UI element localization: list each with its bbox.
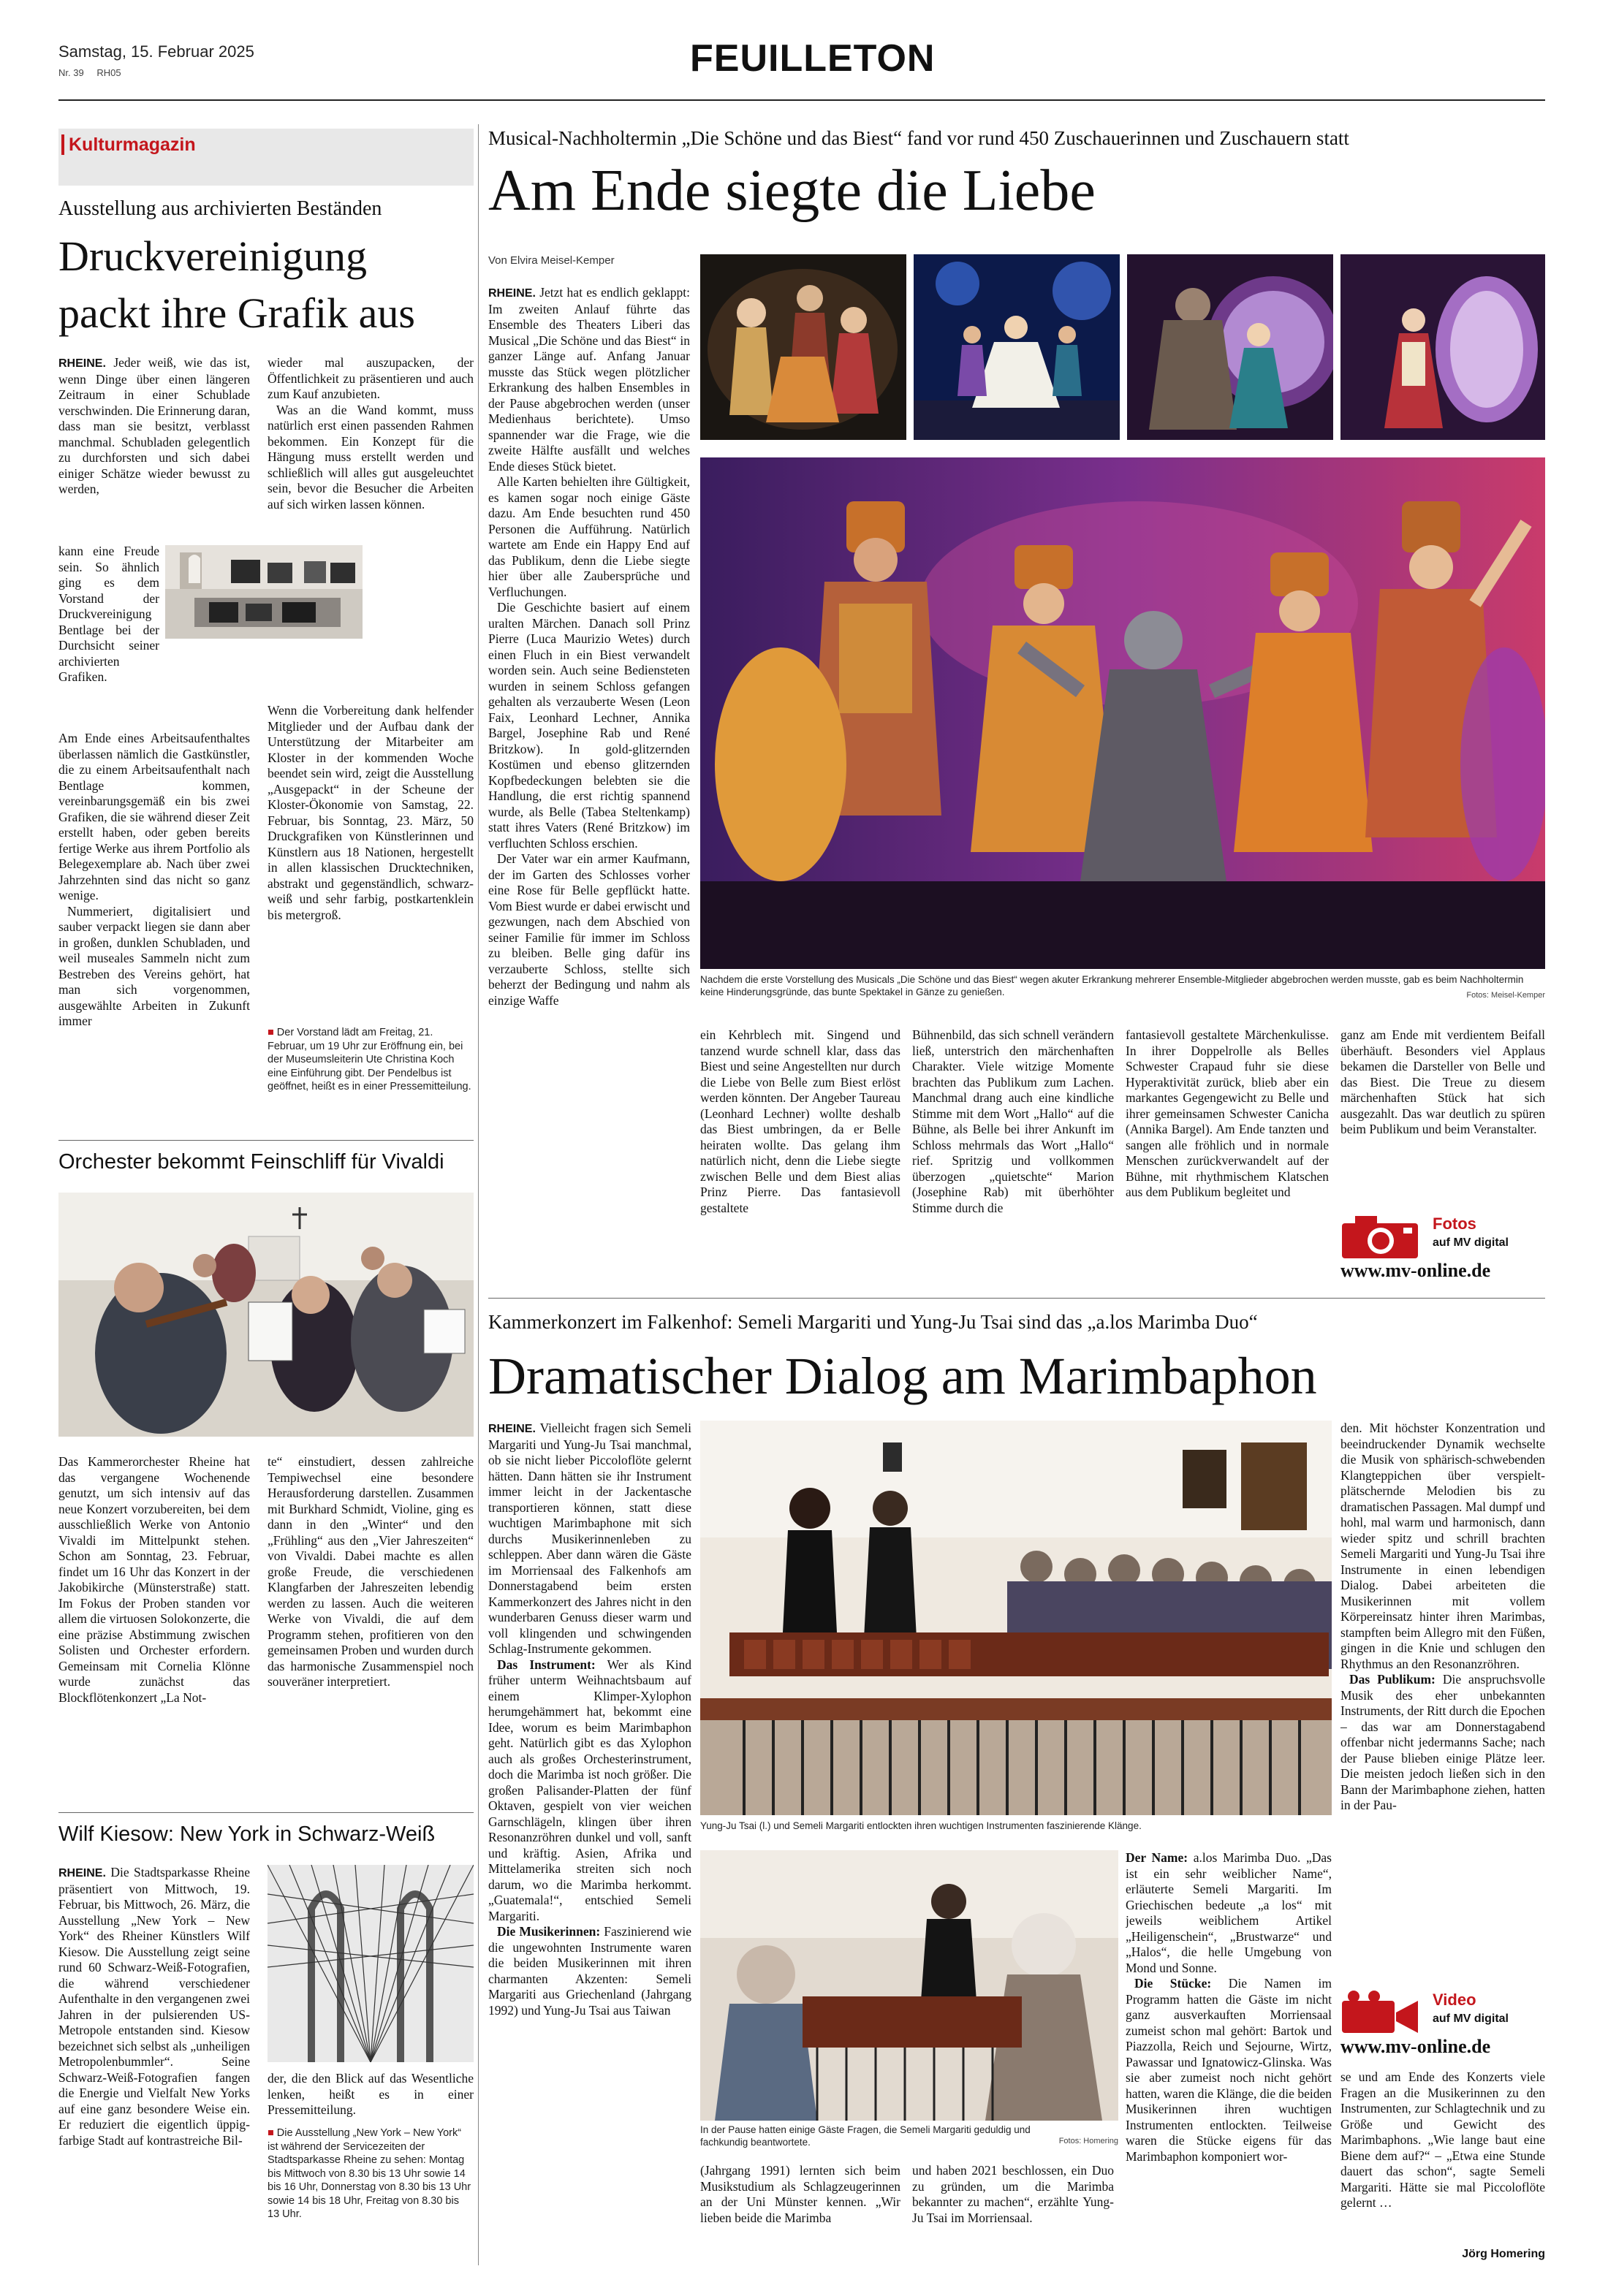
kiesow-note: ■ Die Ausstellung „New York – New York“ ist während der Servicezeiten der Stadtsparkasse Rheine zu sehen: Montag bis Mittwoch von 8.30 bis 13 Uhr sowie 14 bis 16 Uhr, Donnerstag von 8.30 bis 13 Uhr sowie 14 bis 18 Uhr, Freitag von 8.30 bis 13 Uhr. [268, 2127, 471, 2220]
sidebar-rule-2 [58, 1812, 474, 1813]
druck-note: ■ Der Vorstand lädt am Freitag, 21. Februar, um 19 Uhr zur Eröffnung ein, bei der Museumsleiterin Ute Christina Koch eine Einführung gibt. Der Pendelbus ist geöffnet, heißt es in einer Pressemitteilung. [268, 1027, 471, 1092]
musical-col1 [488, 285, 690, 1286]
masthead-issue [58, 67, 121, 78]
marimba-text-col5b: Die anspruchsvolle Musik des eher unbekannten Instruments, der Ritt durch die Epochen – das war am Donnerstagabend offenbar nicht jedermanns Sache; nach der Pause blieben einige Plätze leer. Die meisten jedoch ließen sich in den Bann der Marimbaphone ziehen, hatten in der Pau- [1340, 1672, 1545, 1812]
druck-col1-top [58, 355, 250, 544]
musical-text-c: Die Geschichte basiert auf einem uralten Märchen. Danach soll Prinz Pierre (Luca Maurizio Wetes) durch einen Fluch in ein Biest verwandelt worden sein. Auch seine Bediensteten wurden in seinem Schloss gefangen gehalten als verzauberte Wesen (Leon Faix, Leonhard Lechner, Annika Bargel, Josephine Rab und René Britzkow). In gold-glitzernden Kostümen und ebenso glitzernden Kopfbedeckungen belebten sie die Handlung, die erst richtig spannend wurde, als Belle (Tabea Steltenkamp) statt ihres Vaters (René Britzkow) im verfluchten Schloss erschien. [488, 600, 690, 851]
druck-col2-a: wieder mal auszupacken, der Öffentlichkeit zu präsentieren und auch zum Kauf anzubieten. [268, 355, 474, 401]
druck-col2-narrow [367, 545, 474, 704]
musical-caption [700, 973, 1545, 1000]
fotos-sub: auf MV digital [1433, 1236, 1509, 1249]
marimba-col2 [700, 2163, 900, 2265]
marimba-credit: Fotos: Homering [1058, 2137, 1118, 2145]
druck-col1-narrow [58, 544, 159, 731]
druck-text-c: Am Ende eines Arbeitsaufenthaltes überlassen nämlich die Gastkünstler, die zu einem Arbeitsaufenthalt nach Bentlage kommen, vereinbarungsgemäß ein bis zwei Grafiken, die sie während dieser Zeit erstellt haben, oder geben bereits fertige Werke aus ihrem Portfolio als Belegexemplare ab. Nach über zwei Jahrzehnten sind das nicht so ganz wenige. [58, 731, 250, 902]
kiesow-text-1: Die Stadtsparkasse Rheine präsentiert von Mittwoch, 19. Februar, bis Mittwoch, 26. März, die Ausstellung „New York – New York“ des Rheiner Künstlers Wilf Kiesow. Die Ausstellung zeigt seine rund 60 Schwarz-Weiß-Fotografien, die während verschiedener Aufenthalte in den vergangenen zwei Jahren in der pulsierenden US-Metropole entstanden sind. Kiesow bezeichnet sich selbst als „unheiligen Metropolenbummler“. Seine Schwarz-Weiß-Fotografien fangen die Energie und Vielfalt New Yorks auf eine ganz besondere Weise ein. Er reduziert die eigentlich üppig-farbige Stadt auf kontrastreiche Bil- [58, 1865, 250, 2148]
marimba-text-a: Vielleicht fragen sich Semeli Margariti und Yung-Ju Tsai manchmal, ob sie nicht lieber Piccoloflöte gelernt hätten. Dann hätten sie ihr Instrument immer leicht in der Jackentasche transportieren können, statt diese wuchtigen Marimbaphone mit sich durchs Musikerinnenleben zu schleppen. Aber dann wären die Gäste im Morriensaal des Falkenhofs am Donnerstagabend beim ersten Kammerkonzert des Jahres nicht in den wunderbaren Genuss dieser warm und voll klingenden und schwingenden Schlag-Instrumente gekommen. [488, 1421, 691, 1656]
marimba-col1 [488, 1421, 691, 2265]
druck-note-text: Der Vorstand lädt am Freitag, 21. Februar, um 19 Uhr zur Eröffnung ein, bei der Museumsleiterin Ute Christina Koch eine Einführung gibt. Der Pendelbus ist geöffnet, heißt es in einer Pressemitteilung. [268, 1027, 471, 1092]
marimba-lead-name: Der Name: [1126, 1850, 1188, 1865]
marimba-caption-2 [700, 2124, 1044, 2148]
druck-text-d: Nummeriert, digitalisiert und sauber verpackt liegen sie dann aber in großen, dunklen Schubladen, und weil museales Sammeln nicht zum Bestreben des Vereins gehört, hat man sich vorgenommen, ausgewählte Arbeiten in Zukunft immer [58, 903, 250, 1028]
marimba-place: RHEINE. [488, 1423, 536, 1435]
druck-place: RHEINE. [58, 357, 106, 370]
marimba-caption-1: Yung-Ju Tsai (l.) und Semeli Margariti entlockten ihren wuchtigen Instrumenten faszinierende Klänge. [700, 1820, 1142, 1831]
musical-credit: Fotos: Meisel-Kemper [1466, 991, 1545, 1000]
section-title: FEUILLETON [690, 37, 936, 80]
marimba-text-col4a: a.los Marimba Duo. „Das ist ein sehr weiblicher Name“, erläuterte Semeli Margariti. Im Griechischen bedeute „a los“ mit jeweils weiblichem Artikel „Heiligenschein“, „Brustwarze“ und „Halos“, die helle Umgebung von Mond und Sonne. [1126, 1850, 1332, 1975]
musical-photo-2 [914, 254, 1120, 440]
kulturmagazin-text: Kulturmagazin [69, 134, 196, 155]
video-camera-icon [1340, 1991, 1421, 2036]
marimba-text-b: Wer als Kind früher unterm Weihnachtsbaum auf einem Klimper-Xylophon herumgehämmert hat, bekommt eine Idee, worum es beim Marimbaphon geht. Natürlich gibt es das Xylophon auch als großes Orchesterinstrument, doch die Marimba ist noch größer. Die großen Palisander-Platten der fünf Oktaven, gespielt von vier weichen Garnschlägeln, klingen über ihren Resonanzröhren dunkel und voll, sanft und kräftig. Asien, Afrika und Mittelamerika streiten sich noch darum, wo die Marimba herkommt. „Guatemala!“, entschied Semeli Margariti. [488, 1657, 691, 1923]
marimba-author: Jörg Homering [1462, 2248, 1545, 2260]
video-label: Video [1433, 1991, 1476, 2009]
druck-col2-c: Wenn die Vorbereitung dank helfender Mitglieder und der Aufbau dank der Unterstützung der Mitarbeiter am Kloster in der kommenden Woche beendet sein wird, zeigt die Ausstellung „Ausgepackt“ in der Scheune der Kloster-Ökonomie von Samstag, 22. Februar, bis Sonntag, 23. März, 50 Druckgrafiken von Künstlerinnen und Künstlern aus 18 Nationen, hergestellt in allen klassischen Drucktechniken, abstrakt und gegenständlich, schwarz-weiß und sehr farbig, postkartenklein bis metergroß. [268, 703, 474, 922]
main-rule [488, 1298, 1545, 1299]
kulturmagazin-label [58, 129, 474, 186]
musical-byline: Von Elvira Meisel-Kemper [488, 254, 615, 267]
marimba-text-c: Faszinierend wie die ungewohnten Instrumente waren die beiden Musikerinnen mit ihren charmanten Akzenten: Semeli Margariti aus Griechenland (Jahrgang 1992) und Yung-Ju Tsai aus Taiwan [488, 1924, 691, 2018]
marimba-col5-bottom [1340, 2069, 1545, 2248]
musical-text-col3: Bühnenbild, das sich schnell verändern ließ, unterstrich den märchenhaften Charakter. Viele witzige Momente brachten das Publikum zum Lachen. Manchmal drang auch eine kindliche Stimme mit dem Wort „Hallo“ auf die Bühne, als Belle bei ihrer Ankunft im Schloss mehrmals das Wort „Hallo“ rief. Spritzig und vollkommen überzogen „quietschte“ Marion (Josephine Rab) mit überhöhter Stimme durch die [912, 1027, 1114, 1215]
druck-text-b: kann eine Freude sein. So ähnlich ging es dem Vorstand der Druckvereinigung Bentlage bei der Durchsicht seiner archivierten Grafiken. [58, 544, 159, 684]
camera-icon [1340, 1214, 1421, 1260]
marimba-kicker: Kammerkonzert im Falkenhof: Semeli Margariti und Yung-Ju Tsai sind das „a.los Marimba Duo“ [488, 1311, 1258, 1333]
marimba-lead-audience: Das Publikum: [1349, 1672, 1436, 1687]
musical-photo-4 [1340, 254, 1545, 440]
masthead-date: Samstag, 15. Februar 2025 [58, 42, 254, 61]
vivaldi-col2 [268, 1454, 474, 1798]
musical-text-a: Jetzt hat es endlich geklappt: Im zweiten Anlauf führte das Ensemble des Theaters Liberi das Musical „Die Schöne und das Biest“ in ganzer Länge auf. Anfang Januar musste das Stück wegen plötzlicher Erkrankung des halben Ensembles in der Pause abgebrochen werden (unser Medienhaus berichtete). Umso spannender war die Frage, wie die zweite Hälfte ausfällt und welches Ende dieses Stück bietet. [488, 285, 690, 474]
musical-kicker: Musical-Nachholtermin „Die Schöne und das Biest“ fand vor rund 450 Zuschauerinnen und Zuschauern statt [488, 127, 1349, 149]
masthead-rule [58, 99, 1545, 101]
marimba-text-col5c: se und am Ende des Konzerts viele Fragen an die Musikerinnen zu den Instrumenten, zur Schlagtechnik und zu Größe und Gewicht des Marimbaphons. „Wie lange baut eine Biene dem auf?“ – „Etwa eine Stunde dauert das schon“, sagte Semeli Margariti. Hätte sie mal Piccoloflöte gelernt … [1340, 2069, 1545, 2210]
marimba-col5 [1340, 1421, 1545, 1985]
marimba-photo-1 [700, 1421, 1332, 1815]
druck-headline-line2: packt ihre Grafik aus [58, 289, 415, 337]
video-url[interactable]: www.mv-online.de [1340, 2036, 1491, 2057]
musical-text-d: Der Vater war ein armer Kaufmann, der im Garten des Schlosses vorher eine Rose für Belle gepflückt hatte. Vom Biest wurde er dabei erwischt und gezwungen, nach dem Abschied von seiner Familie für immer im Schloss zu bleiben. Belle ging dafür ins verzauberte Schloss, stellte sich beherzt der Bedingung und nahm als einzige Waffe [488, 851, 690, 1008]
kiesow-place: RHEINE. [58, 1867, 106, 1879]
kiesow-col2 [268, 2071, 474, 2122]
musical-text-b: Alle Karten behielten ihre Gültigkeit, es kamen sogar noch einige Gäste dazu. Am Ende besuchten rund 450 Personen die Aufführung. Natürlich wartete am Ende ein Happy End auf das Publikum, denn die Liebe siegte hier über alle Zaubersprüche und Verfluchungen. [488, 474, 690, 599]
musical-col2 [700, 1027, 900, 1286]
musical-headline: Am Ende siegte die Liebe [488, 159, 1096, 223]
musical-place: RHEINE. [488, 287, 536, 300]
marimba-photo-2 [700, 1850, 1118, 2121]
musical-stage-photo [700, 457, 1545, 969]
musical-caption-text: Nachdem die erste Vorstellung des Musicals „Die Schöne und das Biest“ wegen akuter Erkrankung mehrerer Ensemble-Mitglieder abgebrochen werden musste, gab es beim Nachholtermin keine Hinderungsgründe, das bunte Spektakel in Gänze zu genießen. [700, 974, 1524, 997]
druck-headline-line1: Druckvereinigung [58, 232, 367, 280]
druck-col2-top [268, 355, 474, 545]
druck-col2-b: Was an die Wand kommt, muss natürlich erst einen passenden Rahmen bekommen. Ein Konzept für die Hängung muss erstellt werden und schließlich will alles gut ausgeleuchtet sein, bevor die Besucher die Arbeiten auf sich wirken lassen können. [268, 402, 474, 512]
musical-col3 [912, 1027, 1114, 1286]
musical-photo-3 [1127, 254, 1333, 440]
fotos-label: Fotos [1433, 1214, 1476, 1233]
marimba-headline: Dramatischer Dialog am Marimbaphon [488, 1347, 1317, 1405]
marimba-text-col2: (Jahrgang 1991) lernten sich beim Musikstudium als Schlagzeugerinnen an der Uni Münster kennen. „Wir lieben beide die Marimba [700, 2163, 900, 2225]
druck-kicker: Ausstellung aus archivierten Beständen [58, 197, 382, 220]
label-marker [61, 134, 64, 155]
sidebar-rule-1 [58, 1140, 474, 1141]
kiesow-headline: Wilf Kiesow: New York in Schwarz-Weiß [58, 1822, 436, 1846]
marimba-lead-instrument: Das Instrument: [497, 1657, 596, 1672]
column-divider [478, 124, 479, 2265]
marimba-col4 [1126, 1850, 1332, 2265]
druck-text-a: Jeder weiß, wie das ist, wenn Dinge über einen längeren Zeitraum in einer Schublade verschwinden. Die Erinnerung daran, dass man sie besitzt, verblasst manchmal. Schubladen gelegentlich zu durchforsten und sich dabei einiger Schätze wieder bewusst zu werden, [58, 355, 250, 496]
musical-col4 [1126, 1027, 1329, 1286]
marimba-col3 [912, 2163, 1114, 2265]
kiesow-col1 [58, 1865, 250, 2265]
orchestra-photo [58, 1193, 474, 1437]
marimba-text-col5a: den. Mit höchster Konzentration und beeindruckender Dynamik wechselte die Musik von sphärisch-schwebenden Klangteppichen über verspielt-plätschernde Melodien bis zu dramatischen Passagen. Mal dumpf und hohl, mal warm und harmonisch, dann wieder spitz und schrill brachten Semeli Margariti und Yung-Ju Tsai ihre Instrumente in einen lebendigen Dialog. Dabei arbeiteten die Musikerinnen mit vollem Körpereinsatz hinter ihren Marimbas, stampften beim Allegro mit den Füßen, gingen in die Knie und schlugen den Rhythmus an den Resonanzröhren. [1340, 1421, 1545, 1671]
gallery-photo [165, 545, 363, 639]
musical-text-col5: ganz am Ende mit verdientem Beifall überhäuft. Besonders viel Applaus bekamen die Darsteller von Belle und das Biest. Die Treue zu diesem märchenhaften Stück hat sich ausgezahlt. Das war deutlich zu spüren beim Publikum und beim Veranstalter. [1340, 1027, 1545, 1136]
kiesow-text-2: der, die den Blick auf das Wesentliche lenken, heißt es in einer Pressemitteilung. [268, 2071, 474, 2117]
kiesow-note-text: Die Ausstellung „New York – New York“ ist während der Servicezeiten der Stadtsparkasse Rheine zu sehen: Montag bis Mittwoch von 8.30 bis 13 Uhr sowie 14 bis 16 Uhr, Donnerstag von 8.30 bis 13 Uhr sowie 14 bis 18 Uhr, Freitag von 8.30 bis 13 Uhr. [268, 2127, 471, 2220]
marimba-caption-2-text: In der Pause hatten einige Gäste Fragen, die Semeli Margariti geduldig und fachkundig beantwortete. [700, 2124, 1031, 2148]
vivaldi-text-2: te“ einstudiert, dessen zahlreiche Tempiwechsel eine besondere Herausforderung darstellen. Zusammen mit Burkhard Schmidt, Violine, ging es dann in den „Winter“ und den „Frühling“ aus den „Vier Jahreszeiten“ von Vivaldi. Dabei machte es allen große Freude, die verschiedenen Klangfarben der Jahreszeiten lebendig werden zu lassen. Auch die weiteren Werke von Vivaldi, die auf dem Programm stehen, profitieren von den gemeinsamen Proben und wurden durch das harmonische Zusammenspiel noch souveräner interpretiert. [268, 1454, 474, 1689]
druck-col2-bottom [268, 703, 474, 1025]
musical-text-col2: ein Kehrblech mit. Singend und tanzend wurde schnell klar, dass das Biest und seine Angestellten nur durch die Liebe von Belle zum Biest erlöst werden könnten. Der Angeber Taureau (Leonhard Lechner) wollte deshalb das Biest umbringen, da er Belle heiraten wollte. Das gelang ihm natürlich nicht, denn die Liebe siegte zwischen Belle und dem Biest alias Prinz Pierre. Das fantasievoll gestaltete [700, 1027, 900, 1215]
vivaldi-headline: Orchester bekommt Feinschliff für Vivaldi [58, 1150, 444, 1174]
druck-col1-bottom [58, 731, 250, 1130]
musical-photo-1 [700, 254, 906, 440]
marimba-text-col4b: Die Namen im Programm hatten die Gäste im nicht ganz ausverkauften Morriensaal zumeist schon mal gehört: Bartok und Piazzolla, Reich und Sejourne, Wirtz, Pawassar und Ignatowicz-Glinska. Was sie aber zumeist noch nicht gehört hatten, waren die Klänge, die die beiden Musikerinnen ihren wuchtigen Instrumenten entlockten. Teilweise waren die Stücke eigens für das Marimbaphon komponiert wor- [1126, 1976, 1332, 2164]
video-sub: auf MV digital [1433, 2012, 1509, 2025]
marimba-text-col3: und haben 2021 beschlossen, ein Duo zu gründen, um die Marimba bekannter zu machen“, erzählte Yung-Ju Tsai im Morriensaal. [912, 2163, 1114, 2225]
video-promo[interactable] [1340, 1991, 1545, 2061]
edition-code: RH05 [96, 67, 121, 78]
musical-text-col4: fantasievoll gestaltete Märchenkulisse. In ihrer Doppelrolle als Belles Schwester Crapaud fuhr sie diese Hyperaktivität zurück, blieb aber ein markantes Gegengewicht zu Belle und ihrer gemeinsamen Schwester Canicha (Annika Bargel). Am Ende tanzten und sangen alle fröhlich und in normale Menschen zurückverwandelt auf der Bühne, mit rhythmischem Klatschen aus dem Publikum begleitet und [1126, 1027, 1329, 1199]
fotos-url[interactable]: www.mv-online.de [1340, 1260, 1491, 1281]
vivaldi-col1 [58, 1454, 250, 1798]
druck-headline [58, 228, 415, 342]
marimba-lead-pieces: Die Stücke: [1134, 1976, 1212, 1991]
issue-number: Nr. 39 [58, 67, 84, 78]
musical-col5 [1340, 1027, 1545, 1197]
vivaldi-text-1: Das Kammerorchester Rheine hat das vergangene Wochenende genutzt, um sich intensiv auf das neue Konzert vorzubereiten, bei dem ausschließlich Werke von Antonio Vivaldi im Mittelpunkt stehen. Schon am Sonntag, 23. Februar, findet um 16 Uhr das Konzert in der Jakobikirche (Münsterstraße) statt. Im Fokus der Proben standen vor allem die virtuosen Solokonzerte, die eine präzise Abstimmung zwischen Solisten und Orchester erfordern. Gemeinsam mit Cornelia Klönne wurde zunächst das Blockflötenkonzert „La Not- [58, 1454, 250, 1705]
brooklyn-bridge-photo [268, 1865, 474, 2062]
fotos-promo[interactable] [1340, 1214, 1545, 1285]
marimba-lead-musicians: Die Musikerinnen: [497, 1924, 601, 1939]
